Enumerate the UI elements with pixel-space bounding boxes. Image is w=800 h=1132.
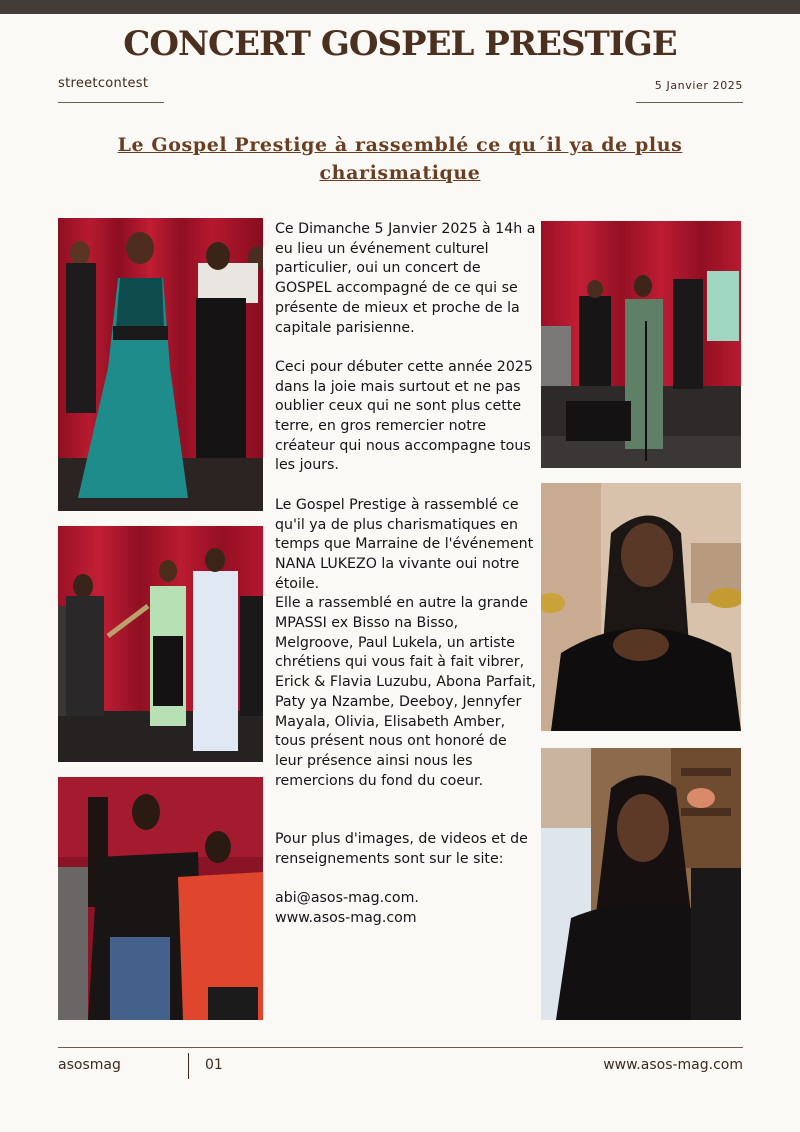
- photo-singers-microphones: [58, 777, 263, 1020]
- footer-divider: [58, 1047, 743, 1048]
- article-headline: Le Gospel Prestige à rassemblé ce qu´il ya de plus charismatique: [117, 134, 683, 184]
- paragraph-gap: [275, 791, 537, 830]
- top-band: [0, 0, 800, 14]
- paragraph-more-info: Pour plus d'images, de videos et de renseignements sont sur le site:: [275, 831, 528, 868]
- footer-website-link[interactable]: www.asos-mag.com: [603, 1057, 743, 1073]
- footer-separator: [188, 1053, 189, 1079]
- paragraph-marraine: Le Gospel Prestige à rassemblé ce qu'il ya de plus charismatiques en temps que Marraine de l'événement NANA LUKEZO la vivante oui notre étoile.: [275, 496, 534, 592]
- date-underline: [636, 102, 743, 103]
- publisher-name: streetcontest: [58, 76, 149, 91]
- publisher-underline: [58, 102, 164, 103]
- page-title: CONCERT GOSPEL PRESTIGE: [123, 24, 677, 64]
- photo-woman-braids: [541, 748, 741, 1020]
- paragraph-artists: Elle a rassemblé en autre la grande MPASSI ex Bisso na Bisso, Melgroove, Paul Lukela, un artiste chrétiens qui vous fait à fait vibrer, Erick & Flavia Luzubu, Abona Parfait, Paty ya Nzambe, Deeboy, Jennyfer Mayala, Olivia, Elisabeth Amber, tous présent nous ont honoré de leur présence ainsi nous les remercions du fond du coeur.: [275, 595, 537, 789]
- photo-stage-performance: [541, 221, 741, 468]
- footer-brand: asosmag: [58, 1057, 121, 1073]
- contact-website[interactable]: www.asos-mag.com: [275, 910, 417, 927]
- publication-date: 5 Janvier 2025: [654, 79, 743, 92]
- paragraph-intro: Ce Dimanche 5 Janvier 2025 à 14h a eu lieu un événement culturel particulier, oui un concert de GOSPEL accompagné de ce qui se présente de mieux et proche de la capitale parisienne.: [275, 221, 536, 336]
- page-number: 01: [205, 1057, 223, 1073]
- paragraph-purpose: Ceci pour débuter cette année 2025 dans la joie mais surtout et ne pas oublier ceux qui ne sont plus cette terre, en gros remercier notre créateur qui nous accompagne tous les jours.: [275, 358, 533, 474]
- contact-email[interactable]: abi@asos-mag.com.: [275, 890, 419, 907]
- photo-musicians-stage: [58, 526, 263, 762]
- photo-woman-portrait: [541, 483, 741, 731]
- article-body: [275, 220, 537, 929]
- photo-singer-teal-gown: [58, 218, 263, 511]
